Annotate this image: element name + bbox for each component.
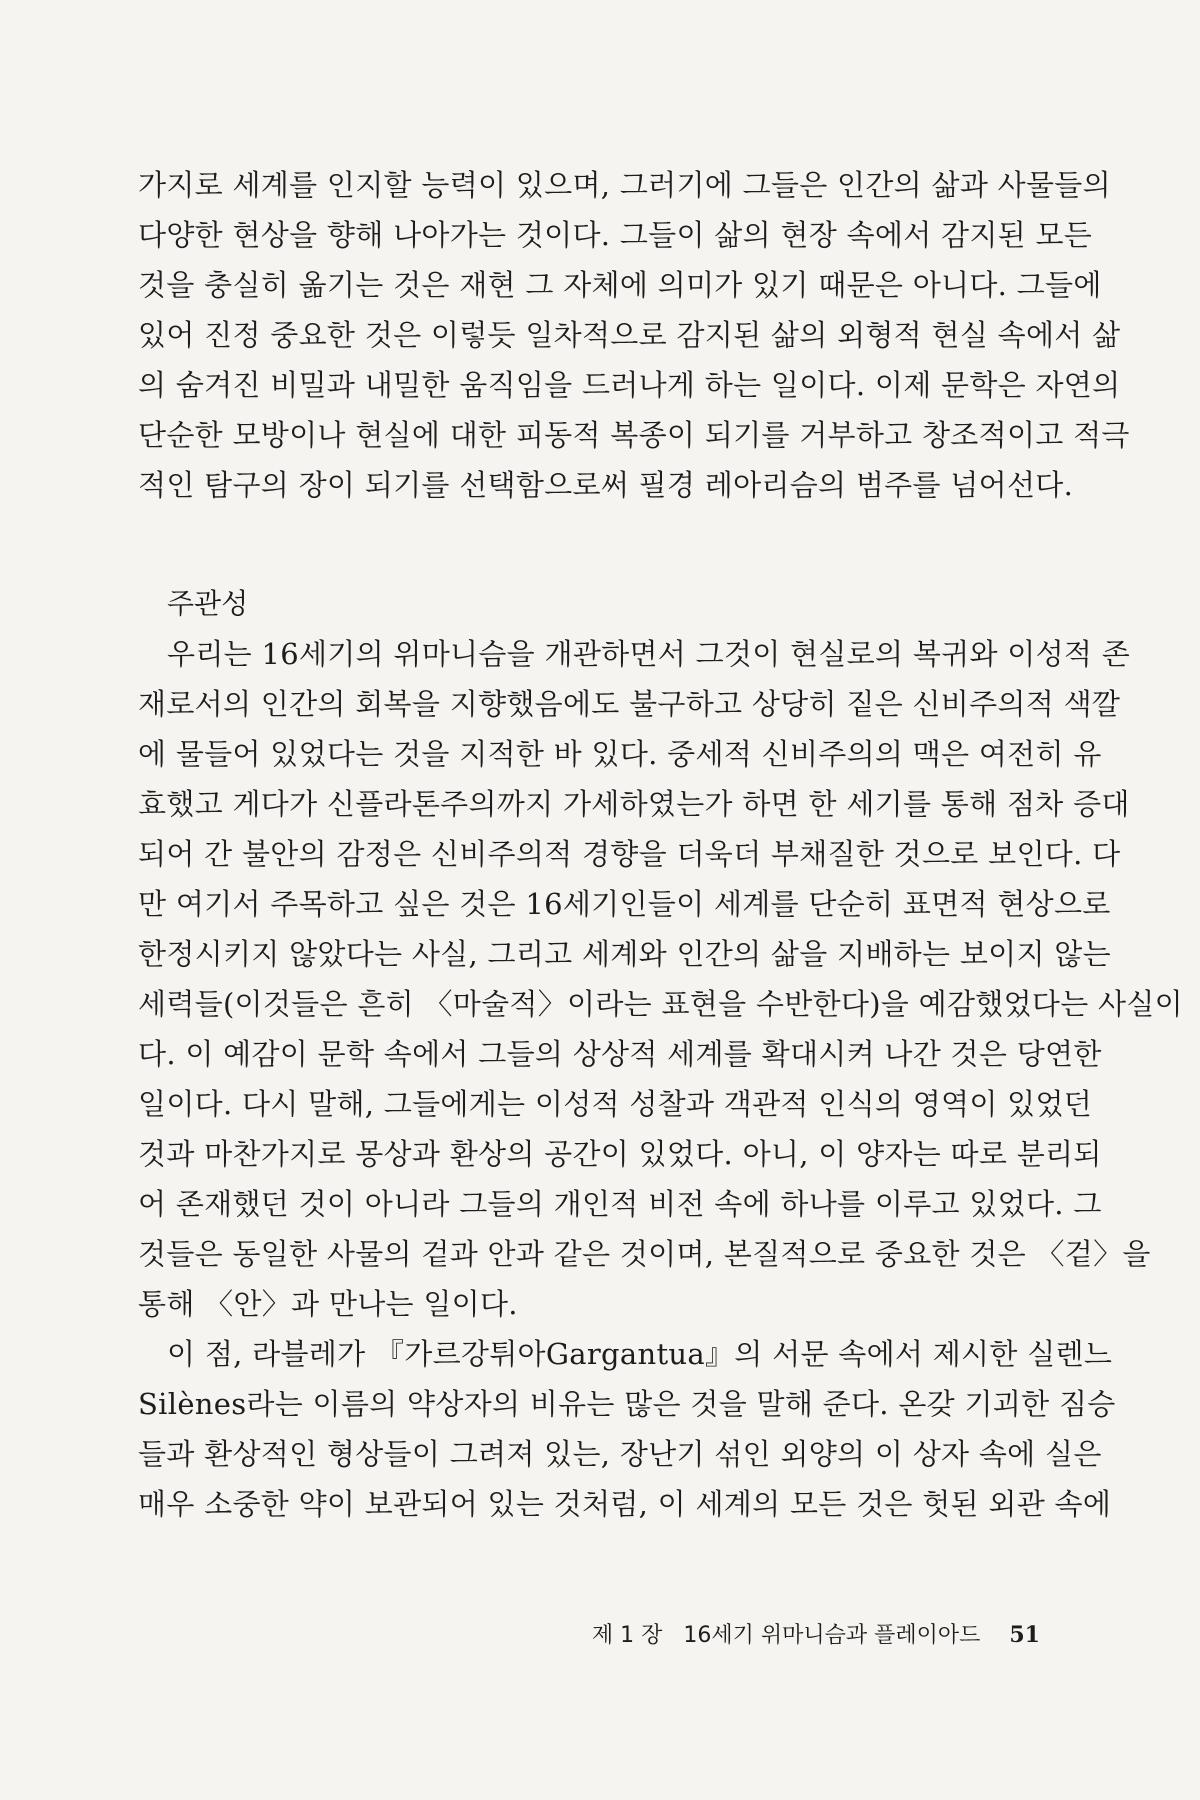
body-line-14: 한정시키지 않았다는 사실, 그리고 세계와 인간의 삶을 지배하는 보이지 않는 <box>138 937 1111 971</box>
running-footer <box>570 1615 1040 1655</box>
body-line-17: 일이다. 다시 말해, 그들에게는 이성적 성찰과 객관적 인식의 영역이 있었던 <box>138 1087 1093 1121</box>
body-line-21: 통해 〈안〉과 만나는 일이다. <box>138 1287 518 1321</box>
body-line-10: 에 물들어 있었다는 것을 지적한 바 있다. 중세적 신비주의의 맥은 여전히 유 <box>138 737 1102 771</box>
body-line-15: 세력들(이것들은 흔히 〈마술적〉이라는 표현을 수반한다)을 예감했었다는 사실이 <box>138 987 1183 1021</box>
footer-title: 16세기 위마니슴과 플레이아드 <box>683 1623 981 1648</box>
body-line-18: 것과 마찬가지로 몽상과 환상의 공간이 있었다. 아니, 이 양자는 따로 분리되 <box>138 1137 1102 1171</box>
body-line-2: 다양한 현상을 향해 나아가는 것이다. 그들이 삶의 현장 속에서 감지된 모든 <box>138 218 1093 252</box>
footer-chapter: 제 1 장 <box>591 1623 663 1648</box>
body-line-5: 의 숨겨진 비밀과 내밀한 움직임을 드러나게 하는 일이다. 이제 문학은 자연의 <box>138 368 1121 402</box>
body-line-20: 것들은 동일한 사물의 겉과 안과 같은 것이며, 본질적으로 중요한 것은 〈겉〉을 <box>138 1237 1151 1271</box>
body-line-24: 들과 환상적인 형상들이 그려져 있는, 장난기 섞인 외양의 이 상자 속에 실은 <box>138 1437 1102 1471</box>
page-number: 51 <box>1009 1622 1040 1648</box>
body-line-3: 것을 충실히 옮기는 것은 재현 그 자체에 의미가 있기 때문은 아니다. 그들에 <box>138 268 1102 302</box>
body-line-16: 다. 이 예감이 문학 속에서 그들의 상상적 세계를 확대시켜 나간 것은 당연한 <box>138 1037 1102 1071</box>
body-line-13: 만 여기서 주목하고 싶은 것은 16세기인들이 세계를 단순히 표면적 현상으로 <box>138 887 1111 921</box>
body-line-23: Silènes라는 이름의 약상자의 비유는 많은 것을 말해 준다. 온갖 기괴한 짐승 <box>138 1387 1116 1421</box>
body-line-6: 단순한 모방이나 현실에 대한 피동적 복종이 되기를 거부하고 창조적이고 적극 <box>138 418 1130 452</box>
section-heading: 주관성 <box>167 587 249 620</box>
body-line-4: 있어 진정 중요한 것은 이렇듯 일차적으로 감지된 삶의 외형적 현실 속에서 삶 <box>138 318 1121 352</box>
body-line-8: 우리는 16세기의 위마니슴을 개관하면서 그것이 현실로의 복귀와 이성적 존 <box>167 637 1131 671</box>
body-line-9: 재로서의 인간의 회복을 지향했음에도 불구하고 상당히 짙은 신비주의적 색깔 <box>138 687 1121 721</box>
body-line-25: 매우 소중한 약이 보관되어 있는 것처럼, 이 세계의 모든 것은 헛된 외관 속에 <box>138 1487 1112 1521</box>
body-line-22: 이 점, 라블레가 『가르강튀아Gargantua』의 서문 속에서 제시한 실렌느 <box>167 1337 1113 1371</box>
body-line-19: 어 존재했던 것이 아니라 그들의 개인적 비전 속에 하나를 이루고 있었다. 그 <box>138 1187 1102 1221</box>
body-line-11: 효했고 게다가 신플라톤주의까지 가세하였는가 하면 한 세기를 통해 점차 증대 <box>138 787 1130 821</box>
body-line-12: 되어 간 불안의 감정은 신비주의적 경향을 더욱더 부채질한 것으로 보인다. 다 <box>138 837 1121 871</box>
body-line-7: 적인 탐구의 장이 되기를 선택함으로써 필경 레아리슴의 범주를 넘어선다. <box>138 468 1074 502</box>
body-line-1: 가지로 세계를 인지할 능력이 있으며, 그러기에 그들은 인간의 삶과 사물들의 <box>138 168 1111 202</box>
